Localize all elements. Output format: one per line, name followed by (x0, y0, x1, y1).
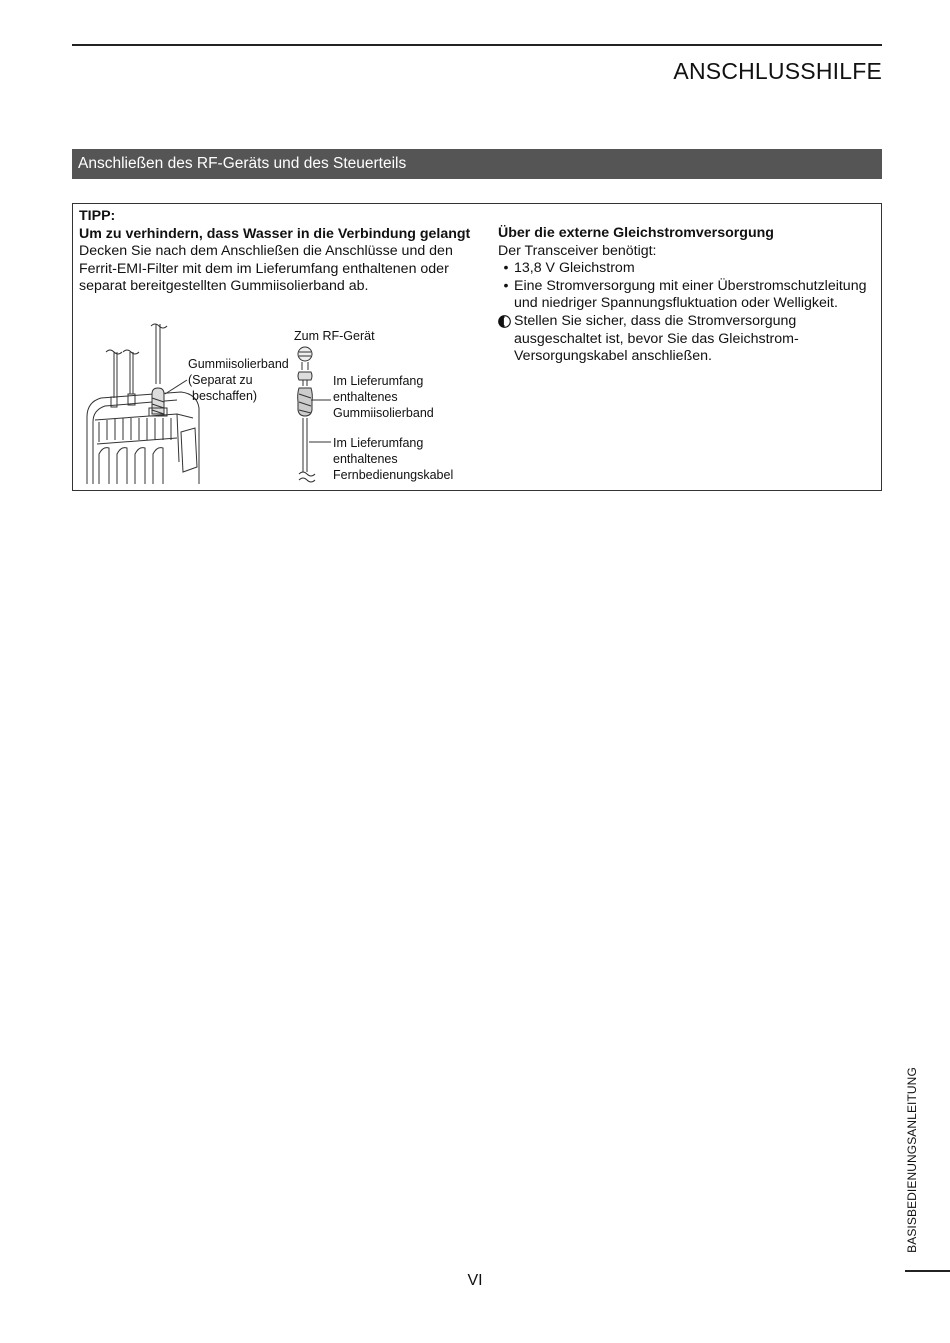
label-included-cable-1: Im Lieferumfang (333, 436, 424, 450)
connection-illustration (73, 322, 493, 487)
caution-icon (498, 313, 514, 366)
caution-text: Stellen Sie sicher, dass die Stromversorgung ausgeschaltet ist, bevor Sie das Gleichstrom-Versorgungskabel anschließen. (514, 312, 799, 365)
list-item (498, 260, 878, 278)
label-separate-tape-2: (Separat zu (188, 373, 253, 387)
side-tab (902, 1060, 922, 1260)
top-rule (72, 44, 882, 46)
tip-body: Decken Sie nach dem Anschließen die Anschlüsse und den Ferrit-EMI-Filter mit dem im Lieferumfang enthaltenen oder separat bereitgestellten Gummiisolierband ab. (79, 243, 453, 295)
tip-box (72, 203, 882, 491)
label-included-tape-2: enthaltenes (333, 390, 398, 404)
caution-note (498, 313, 878, 366)
page-title: ANSCHLUSSHILFE (673, 58, 882, 84)
label-separate-tape-1: Gummiisolierband (188, 357, 289, 371)
label-separate-tape-3: beschaffen) (192, 389, 258, 403)
page-number: VI (467, 1272, 483, 1289)
power-intro: Der Transceiver benötigt: (498, 242, 657, 259)
tip-column (79, 208, 479, 296)
bullet-icon: • (503, 260, 509, 277)
bullet-icon: • (503, 277, 509, 294)
power-heading: Über die externe Gleichstromversorgung (498, 225, 774, 241)
power-column (498, 225, 878, 366)
tip-label: TIPP: (79, 208, 116, 224)
list-item (498, 278, 878, 313)
bullet-text: Eine Stromversorgung mit einer Überstromschutzleitung und niedriger Spannungsfluktuation oder Welligkeit. (514, 277, 867, 312)
tip-subheading: Um zu verhindern, dass Wasser in die Verbindung gelangt (79, 225, 471, 242)
bullet-text: 13,8 V Gleichstrom (514, 260, 635, 277)
side-tab-label: BASISBEDIENUNGSANLEITUNG (905, 1067, 919, 1253)
section-heading: Anschließen des RF-Geräts und des Steuerteils (72, 149, 882, 179)
label-to-rf: Zum RF-Gerät (294, 329, 375, 343)
label-included-cable-3: Fernbedienungskabel (333, 468, 454, 482)
label-included-cable-2: enthaltenes (333, 452, 398, 466)
label-included-tape-1: Im Lieferumfang (333, 374, 424, 388)
label-included-tape-3: Gummiisolierband (333, 406, 434, 420)
